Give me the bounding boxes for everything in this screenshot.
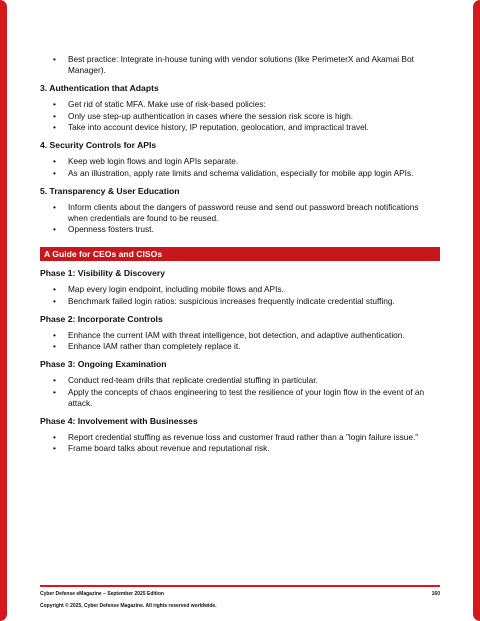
list-item: • Conduct red-team drills that replicate credential stuffing in particular. xyxy=(53,375,318,385)
footer-copyright: Copyright © 2025, Cyber Defense Magazine. All rights reserved worldwide. xyxy=(40,603,217,609)
bullet-icon: • xyxy=(53,122,56,132)
list-item: • Map every login endpoint, including mobile flows and APIs. xyxy=(53,284,284,294)
phase-heading: Phase 2: Incorporate Controls xyxy=(40,313,163,324)
phase1-list xyxy=(40,284,440,307)
bullet-icon: • xyxy=(53,375,56,385)
section3-list xyxy=(40,99,440,133)
bullet-icon: • xyxy=(53,167,56,178)
bullet-icon: • xyxy=(53,431,56,442)
bullet-icon: • xyxy=(53,284,56,294)
page-footer xyxy=(40,585,440,610)
phase-heading: Phase 1: Visibility & Discovery xyxy=(40,268,165,278)
bullet-icon: • xyxy=(53,443,56,453)
left-page-edge-bar xyxy=(0,0,7,621)
footer-row xyxy=(40,591,440,598)
list-item: • Benchmark failed login ratios: suspicious increases frequently indicate credential stuffing. xyxy=(53,295,395,306)
intro-list xyxy=(40,54,440,76)
bullet-icon: • xyxy=(53,329,56,340)
list-item: • Inform clients about the dangers of password reuse and send out password breach notifications when credentials are found to be reused. xyxy=(53,201,419,223)
page-content xyxy=(40,54,440,461)
section-banner: A Guide for CEOs and CISOs xyxy=(40,247,440,261)
list-item: • Keep web login flows and login APIs separate. xyxy=(53,156,239,166)
list-item: • Enhance IAM rather than completely replace it. xyxy=(53,341,241,351)
section5-list xyxy=(40,202,440,236)
bullet-icon: • xyxy=(53,224,56,234)
list-item: • Enhance the current IAM with threat intelligence, bot detection, and adaptive authentication. xyxy=(53,329,405,340)
bullet-icon: • xyxy=(53,295,56,306)
bullet-icon: • xyxy=(53,54,56,64)
section-heading: 3. Authentication that Adapts xyxy=(40,83,159,93)
phase-heading: Phase 3: Ongoing Examination xyxy=(40,359,167,369)
list-item: • Best practice: Integrate in-house tuning with vendor solutions (like PerimeterX and Akamai Bot Manager). xyxy=(53,54,414,75)
list-item: • Apply the concepts of chaos engineering to test the resilience of your login flow in the event of an attack. xyxy=(53,386,425,408)
list-item: • As an illustration, apply rate limits and schema validation, especially for mobile app login APIs. xyxy=(53,167,414,178)
page-number: 160 xyxy=(431,591,440,597)
bullet-icon: • xyxy=(53,156,56,166)
right-page-edge-bar xyxy=(473,0,480,621)
list-item: • Frame board talks about revenue and reputational risk. xyxy=(53,443,270,453)
footer-divider xyxy=(40,585,440,587)
phase2-list xyxy=(40,330,440,353)
list-item: • Openness fosters trust. xyxy=(53,224,154,234)
phase-heading: Phase 4: Involvement with Businesses xyxy=(40,415,198,426)
list-item: • Take into account device history, IP reputation, geolocation, and impractical travel. xyxy=(53,122,369,132)
footer-edition: Cyber Defense eMagazine – September 2025 Edition xyxy=(40,591,164,597)
section-heading: 5. Transparency & User Education xyxy=(40,185,180,196)
bullet-icon: • xyxy=(53,201,56,212)
bullet-icon: • xyxy=(53,386,56,397)
phase4-list xyxy=(40,432,440,455)
bullet-icon: • xyxy=(53,99,56,109)
section-heading: 4. Security Controls for APIs xyxy=(40,140,157,150)
section4-list xyxy=(40,156,440,179)
list-item: • Get rid of static MFA. Make use of risk-based policies: xyxy=(53,99,266,109)
bullet-icon: • xyxy=(53,341,56,351)
phase3-list xyxy=(40,375,440,409)
list-item: • Only use step-up authentication in cases where the session risk score is high. xyxy=(53,110,354,121)
list-item: • Report credential stuffing as revenue loss and customer fraud rather than a "login failure issue." xyxy=(53,431,419,442)
bullet-icon: • xyxy=(53,110,56,121)
